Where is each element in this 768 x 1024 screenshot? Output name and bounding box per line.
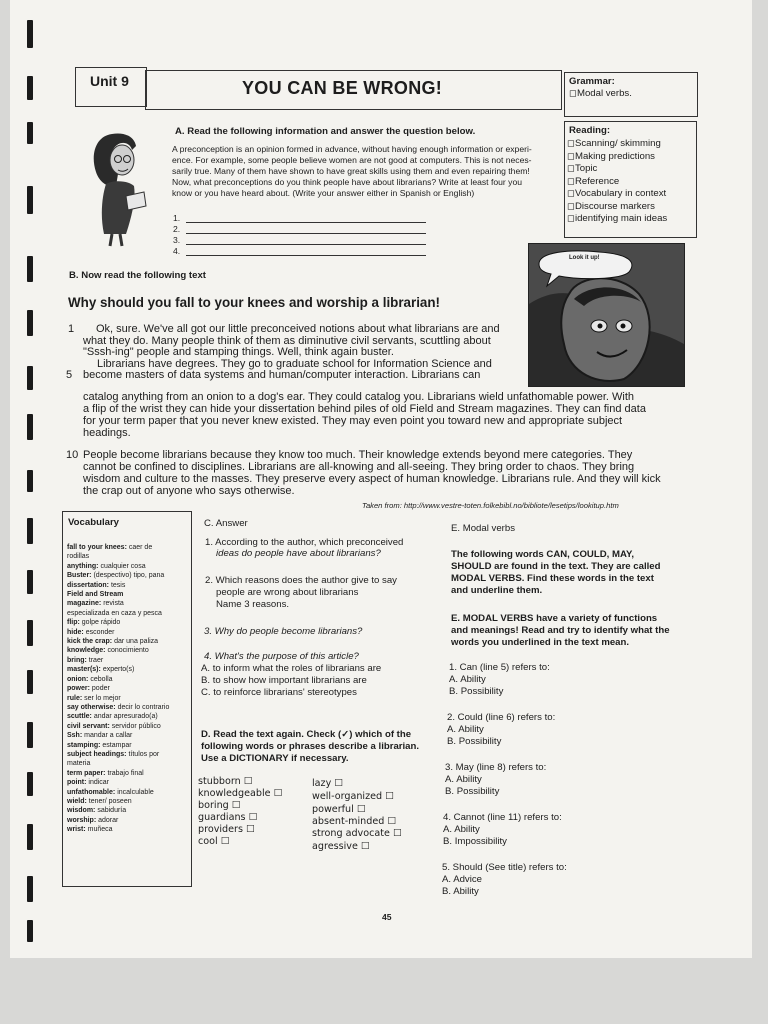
article-line: wisdom and culture to the masses. They preserve every aspect of human knowledge. Librarians rule. And they will kick — [83, 473, 661, 485]
section-e-intro: MODAL VERBS. Find these words in the text — [451, 573, 654, 584]
article-line: "Sssh-ing" people and stamping things. Well, think again buster. — [83, 346, 394, 358]
descriptor-checkbox[interactable]: strong advocate ☐ — [312, 828, 402, 839]
vocabulary-entry — [67, 543, 189, 552]
vocabulary-definition: tesis — [110, 581, 126, 589]
binder-mark — [27, 518, 33, 544]
vocabulary-definition: decir lo contrario — [117, 703, 170, 711]
descriptor-checkbox[interactable]: well-organized ☐ — [312, 791, 394, 802]
section-e-intro: words you underlined in the text mean. — [451, 637, 630, 648]
modal-option[interactable]: B. Possibility — [445, 786, 500, 797]
answer-number: 4. — [173, 246, 181, 256]
vocabulary-entry — [67, 731, 189, 740]
vocabulary-entry — [67, 562, 189, 571]
vocabulary-entry — [67, 778, 189, 787]
librarian-illustration — [82, 126, 162, 248]
vocabulary-entry — [67, 788, 189, 797]
vocabulary-entry — [67, 571, 189, 580]
vocabulary-definition: incalculable — [117, 788, 154, 796]
modal-question: 5. Should (See title) refers to: — [442, 862, 567, 873]
vocabulary-term: unfathomable: — [67, 788, 116, 796]
vocabulary-entry — [67, 581, 189, 590]
reading-item: ◻Discourse markers — [567, 200, 655, 212]
article-line: the crap out of anyone who says otherwise. — [83, 485, 295, 497]
reading-skills-box — [564, 121, 697, 238]
modal-question: 2. Could (line 6) refers to: — [447, 712, 556, 723]
reading-item: ◻identifying main ideas — [567, 213, 668, 224]
question-2: 2. Which reasons does the author give to say — [205, 575, 397, 586]
article-line: People become librarians because they know too much. Their knowledge extends beyond mere categories. They — [83, 449, 633, 461]
section-a-text: know or you have heard about. (Write your answer either in Spanish or English) — [172, 188, 475, 198]
vocabulary-definition: rodillas — [67, 553, 90, 561]
vocabulary-entry — [67, 750, 189, 759]
vocabulary-definition: servidor público — [111, 722, 161, 730]
descriptor-checkbox[interactable]: stubborn ☐ — [198, 776, 253, 787]
vocabulary-entry — [67, 599, 189, 608]
vocabulary-entry — [67, 694, 189, 703]
vocabulary-entry — [67, 618, 189, 627]
cartoon-speech: Look it up! — [569, 255, 600, 261]
vocabulary-entry — [67, 656, 189, 665]
vocabulary-entry — [67, 590, 189, 599]
answer-number: 2. — [173, 224, 181, 234]
vocabulary-term: stamping: — [67, 741, 101, 749]
vocabulary-definition: esconder — [85, 628, 115, 636]
vocabulary-box — [62, 511, 192, 887]
descriptor-checkbox[interactable]: boring ☐ — [198, 800, 241, 811]
binder-mark — [27, 76, 33, 100]
vocabulary-definition: poder — [91, 685, 110, 693]
vocabulary-definition: cebolla — [90, 675, 113, 683]
question-4-option: A. to inform what the roles of librarians are — [201, 663, 382, 674]
binder-mark — [27, 876, 33, 902]
vocabulary-entry — [67, 665, 189, 674]
vocabulary-definition: materia — [67, 760, 91, 768]
descriptor-checkbox[interactable]: cool ☐ — [198, 836, 230, 847]
reading-item: ◻Vocabulary in context — [567, 188, 667, 199]
section-a-text: sarily true. Many of them have shown to have great skills using them and even repairing them! — [172, 166, 530, 176]
section-c-heading: C. Answer — [204, 518, 248, 529]
vocabulary-definition: estampar — [102, 741, 132, 749]
binder-mark — [27, 670, 33, 694]
vocabulary-definition: conocimiento — [107, 647, 149, 655]
binder-mark — [27, 366, 33, 390]
page-title: YOU CAN BE WRONG! — [242, 78, 443, 98]
modal-question: 1. Can (line 5) refers to: — [449, 662, 550, 673]
binder-mark — [27, 470, 33, 492]
vocabulary-term: master(s): — [67, 666, 101, 674]
line-number: 10 — [66, 449, 79, 461]
vocabulary-definition: trabajo final — [107, 769, 144, 777]
modal-question: 4. Cannot (line 11) refers to: — [443, 812, 562, 823]
vocabulary-entry — [67, 703, 189, 712]
unit-box — [75, 67, 147, 107]
binder-mark — [27, 414, 33, 440]
vocabulary-term: worship: — [67, 816, 97, 824]
section-e-intro: and meanings! Read and try to identify what the — [451, 625, 670, 636]
reading-title: Reading: — [569, 125, 611, 136]
source-citation: Taken from: http://www.vestre-toten.folkebibl.no/bibliote/lesetips/lookitup.htm — [362, 501, 619, 510]
vocabulary-definition: revista — [103, 600, 124, 608]
grammar-item: ◻Modal verbs. — [569, 88, 632, 99]
vocabulary-entry — [67, 637, 189, 646]
vocabulary-entry — [67, 712, 189, 721]
modal-option[interactable]: A. Ability — [443, 824, 480, 835]
article-line: a flip of the wrist they can hide your dissertation behind piles of old Field and Stream magazines. They can find data — [83, 403, 646, 415]
descriptor-checkbox[interactable]: agressive ☐ — [312, 841, 370, 852]
vocabulary-term: power: — [67, 685, 90, 693]
line-number: 5 — [66, 369, 73, 381]
vocabulary-entry — [67, 816, 189, 825]
vocabulary-term: fall to your knees: — [67, 544, 127, 551]
section-a-text: Now, what preconceptions do you think people have about librarians? Write at least four you — [172, 177, 523, 187]
descriptor-checkbox[interactable]: powerful ☐ — [312, 804, 366, 815]
vocabulary-entry — [67, 628, 189, 637]
section-e-intro: E. MODAL VERBS have a variety of functions — [451, 613, 658, 624]
vocabulary-definition: golpe rápido — [81, 619, 121, 627]
vocabulary-entry — [67, 684, 189, 693]
title-box — [145, 70, 562, 110]
vocabulary-term: wrist: — [67, 826, 86, 834]
vocabulary-definition: dar una paliza — [114, 638, 159, 646]
vocabulary-entry — [67, 769, 189, 778]
question-3: 3. Why do people become librarians? — [204, 626, 363, 637]
section-d-heading: Use a DICTIONARY if necessary. — [201, 753, 349, 764]
vocabulary-definition: especializada en caza y pesca — [67, 609, 162, 617]
question-4-option: C. to reinforce librarians' stereotypes — [201, 687, 357, 698]
modal-question: 3. May (line 8) refers to: — [445, 762, 547, 773]
reading-item: ◻Scanning/ skimming — [567, 138, 661, 149]
vocabulary-definition: ser lo mejor — [84, 694, 121, 702]
answer-line[interactable] — [186, 233, 426, 234]
binder-mark — [27, 620, 33, 646]
binder-mark — [27, 570, 33, 594]
section-a-text: A preconception is an opinion formed in advance, without having enough information or experi- — [172, 144, 532, 154]
vocabulary-term: anything: — [67, 562, 99, 570]
descriptor-checkbox[interactable]: providers ☐ — [198, 824, 255, 835]
section-e-intro: SHOULD are found in the text. They are called — [451, 561, 661, 572]
question-4: 4. What's the purpose of this article? — [204, 651, 359, 662]
reading-item: ◻Topic — [567, 163, 598, 174]
answer-line[interactable] — [186, 244, 426, 245]
vocabulary-term: flip: — [67, 619, 80, 627]
answer-number: 1. — [173, 213, 181, 223]
section-e-intro: and underline them. — [451, 585, 543, 596]
vocabulary-term: point: — [67, 779, 87, 787]
grammar-box — [564, 72, 698, 117]
question-4-option: B. to show how important librarians are — [201, 675, 367, 686]
modal-option[interactable]: A. Ability — [447, 724, 484, 735]
article-line: become masters of data systems and human/computer interaction. Librarians can — [83, 369, 481, 381]
binder-mark — [27, 186, 33, 214]
article-line: for your term paper that you never knew existed. They may even point you toward new and appropriate subject — [83, 415, 623, 427]
binder-mark — [27, 256, 33, 282]
vocabulary-term: knowledge: — [67, 647, 106, 655]
vocabulary-term: magazine: — [67, 600, 102, 608]
section-a-text: ence. For example, some people believe women are not good at computers. This is not neces- — [172, 155, 532, 165]
vocabulary-definition: experto(s) — [102, 666, 135, 674]
vocabulary-definition: adorar — [98, 816, 119, 824]
vocabulary-definition: traer — [88, 656, 104, 664]
vocabulary-definition: indicar — [88, 779, 110, 787]
vocabulary-entry — [67, 759, 189, 768]
vocabulary-entry — [67, 825, 189, 834]
binder-mark — [27, 722, 33, 748]
vocabulary-entry — [67, 675, 189, 684]
vocabulary-definition: andar apresurado(a) — [93, 713, 158, 721]
vocabulary-term: hide: — [67, 628, 84, 636]
unit-label: Unit 9 — [90, 73, 129, 89]
answer-line[interactable] — [186, 222, 426, 223]
vocabulary-term: kick the crap: — [67, 638, 113, 646]
vocabulary-definition: caer de — [128, 544, 153, 551]
vocabulary-term: term paper: — [67, 769, 106, 777]
vocabulary-entry — [67, 552, 189, 561]
section-b-heading: B. Now read the following text — [69, 270, 206, 281]
binder-mark — [27, 20, 33, 48]
cartoon-drawing — [529, 244, 684, 386]
vocabulary-definition: títulos por — [128, 750, 160, 758]
section-a-heading: A. Read the following information and answer the question below. — [175, 126, 476, 137]
binder-mark — [27, 920, 33, 942]
section-e-intro: The following words CAN, COULD, MAY, — [451, 549, 634, 560]
modal-option[interactable]: B. Possibility — [449, 686, 504, 697]
descriptor-checkbox[interactable]: lazy ☐ — [312, 778, 343, 789]
vocabulary-entry — [67, 806, 189, 815]
vocabulary-term: dissertation: — [67, 581, 110, 589]
vocabulary-term: subject headings: — [67, 750, 127, 758]
vocabulary-entry — [67, 741, 189, 750]
article-line: headings. — [83, 427, 131, 439]
descriptor-checkbox[interactable]: absent-minded ☐ — [312, 816, 396, 827]
descriptor-checkbox[interactable]: knowledgeable ☐ — [198, 788, 283, 799]
binder-mark — [27, 122, 33, 144]
vocabulary-term: bring: — [67, 656, 87, 664]
cartoon-image — [528, 243, 685, 387]
vocabulary-term: Buster: — [67, 572, 92, 580]
question-1: ideas do people have about librarians? — [216, 548, 381, 559]
vocabulary-list — [67, 543, 189, 835]
vocabulary-entry — [67, 609, 189, 618]
vocabulary-term: wisdom: — [67, 807, 96, 815]
page-number: 45 — [382, 912, 392, 922]
article-line: cannot be confined to disciplines. Librarians are all-knowing and all-seeing. They bring order to chaos. They bring — [83, 461, 635, 473]
modal-option[interactable]: A. Ability — [445, 774, 482, 785]
binder-mark — [27, 824, 33, 850]
vocabulary-definition: sabiduría — [97, 807, 127, 815]
modal-option[interactable]: A. Advice — [442, 874, 482, 885]
vocabulary-term: Ssh: — [67, 732, 83, 740]
vocabulary-term: Field and Stream — [67, 591, 124, 599]
vocabulary-term: civil servant: — [67, 722, 110, 730]
descriptor-checkbox[interactable]: guardians ☐ — [198, 812, 258, 823]
binder-mark — [27, 772, 33, 796]
section-d-heading: following words or phrases describe a librarian. — [201, 741, 420, 752]
vocabulary-definition: cualquier cosa — [100, 562, 146, 570]
vocabulary-definition: mandar a callar — [84, 732, 133, 740]
vocabulary-entry — [67, 722, 189, 731]
vocabulary-definition: (despectivo) tipo, pana — [93, 572, 165, 580]
answer-number: 3. — [173, 235, 181, 245]
vocabulary-term: wield: — [67, 797, 87, 805]
modal-option[interactable]: B. Possibility — [447, 736, 502, 747]
article-line: Librarians have degrees. They go to graduate school for Information Science and — [97, 357, 492, 370]
article-line: catalog anything from an onion to a dog's ear. They could catalog you. Librarians wield unfathomable power. With — [83, 391, 635, 403]
section-d-heading: D. Read the text again. Check (✓) which of the — [201, 729, 412, 740]
article-line: what they do. Many people think of them as diminutive civil servants, scuttling about — [83, 334, 491, 347]
modal-option[interactable]: A. Ability — [449, 674, 486, 685]
vocabulary-term: scuttle: — [67, 713, 92, 721]
modal-option[interactable]: B. Ability — [442, 886, 479, 897]
vocabulary-entry — [67, 797, 189, 806]
vocabulary-term: say otherwise: — [67, 703, 116, 711]
vocabulary-term: rule: — [67, 694, 83, 702]
line-number: 1 — [68, 323, 75, 335]
answer-line[interactable] — [186, 255, 426, 256]
vocabulary-title: Vocabulary — [68, 517, 120, 528]
reading-item: ◻Reference — [567, 175, 620, 187]
reading-item: ◻Making predictions — [567, 150, 655, 162]
question-1: 1. According to the author, which preconceived — [205, 537, 404, 548]
vocabulary-entry — [67, 646, 189, 655]
question-2: people are wrong about librarians — [216, 587, 359, 598]
section-e-heading: E. Modal verbs — [451, 523, 515, 534]
vocabulary-term: onion: — [67, 675, 89, 683]
article-line: Ok, sure. We've all got our little preconceived notions about what librarians are and — [96, 323, 500, 335]
vocabulary-definition: muñeca — [87, 826, 113, 834]
grammar-title: Grammar: — [569, 76, 615, 87]
vocabulary-definition: tener/ poseen — [88, 797, 132, 805]
article-title: Why should you fall to your knees and worship a librarian! — [68, 295, 441, 310]
modal-option[interactable]: B. Impossibility — [443, 836, 507, 847]
binder-mark — [27, 310, 33, 336]
question-2: Name 3 reasons. — [216, 599, 290, 610]
